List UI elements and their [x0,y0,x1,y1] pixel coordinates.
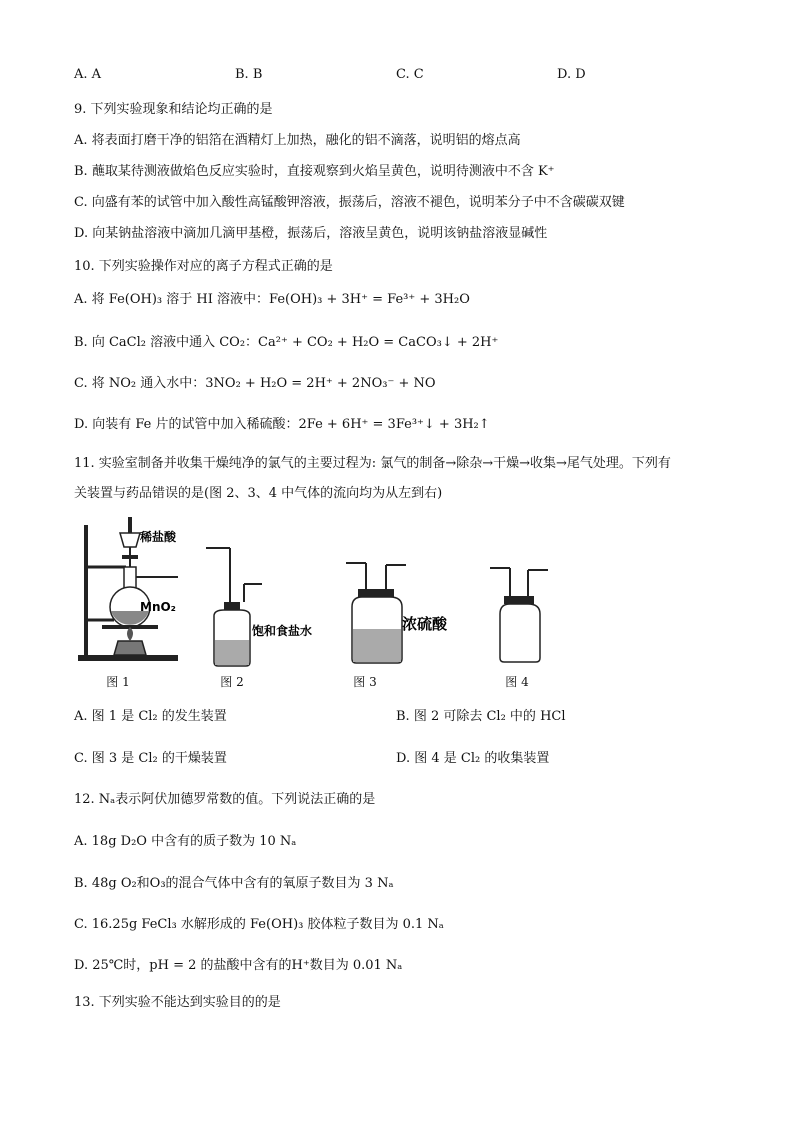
figure-2-brine-bottle [200,540,330,670]
q10-option-a-equation: Fe(OH)₃ + 3H⁺ = Fe³⁺ + 3H₂O [269,292,470,307]
q8-option-c: C. C [396,67,424,82]
q11-option-d: D. 图 4 是 Cl₂ 的收集装置 [396,751,550,766]
q8-option-d: D. D [557,67,586,82]
figure-1-mno2-label: MnO₂ [140,600,176,614]
q10-option-c [74,375,436,393]
figure-2-caption: 图 2 [220,675,244,689]
q10-option-a-text: A. 将 Fe(OH)₃ 溶于 HI 溶液中： [74,292,270,307]
q10-option-b-text: B. 向 CaCl₂ 溶液中通入 CO₂： [74,335,259,350]
q9-option-a: A. 将表面打磨干净的铝箔在酒精灯上加热，融化的铝不滴落，说明铝的熔点高 [74,133,521,148]
q13-stem: 13. 下列实验不能达到实验目的的是 [74,995,281,1010]
q10-option-a [74,291,470,309]
q12-option-c: C. 16.25g FeCl₃ 水解形成的 Fe(OH)₃ 胶体粒子数目为 0.1 Nₐ [74,917,444,932]
q12-option-a: A. 18g D₂O 中含有的质子数为 10 Nₐ [74,834,297,849]
q12-option-b: B. 48g O₂和O₃的混合气体中含有的氧原子数目为 3 Nₐ [74,876,394,891]
figure-4-collection-bottle [488,560,558,670]
figure-3-caption: 图 3 [353,675,377,689]
q11-option-b: B. 图 2 可除去 Cl₂ 中的 HCl [396,709,566,724]
q10-stem: 10. 下列实验操作对应的离子方程式正确的是 [74,259,333,274]
q9-option-b: B. 蘸取某待测液做焰色反应实验时，直接观察到火焰呈黄色，说明待测液中不含 K⁺ [74,164,555,179]
q11-option-a: A. 图 1 是 Cl₂ 的发生装置 [74,709,227,724]
q8-option-a: A. A [74,67,102,82]
q11-stem-line2: 关装置与药品错误的是(图 2、3、4 中气体的流向均为从左到右) [74,486,443,501]
q11-stem-line1: 11. 实验室制备并收集干燥纯净的氯气的主要过程为: 氯气的制备→除杂→干燥→收集→尾气处理。下列有 [74,456,671,471]
q10-option-c-text: C. 将 NO₂ 通入水中： [74,376,206,391]
q9-option-d: D. 向某钠盐溶液中滴加几滴甲基橙，振荡后，溶液呈黄色，说明该钠盐溶液显碱性 [74,226,548,241]
figure-1-caption: 图 1 [106,675,130,689]
q10-option-d [74,416,490,434]
q10-option-d-equation: 2Fe + 6H⁺ = 3Fe³⁺↓ + 3H₂↑ [298,417,490,432]
q9-option-c: C. 向盛有苯的试管中加入酸性高锰酸钾溶液，振荡后，溶液不褪色，说明苯分子中不含碳碳双键 [74,195,625,210]
q10-option-b [74,334,498,352]
figure-3-drying-bottle [340,555,470,670]
q12-stem: 12. Nₐ表示阿伏加德罗常数的值。下列说法正确的是 [74,792,376,807]
figure-1-generator [74,515,184,670]
q10-option-c-equation: 3NO₂ + H₂O = 2H⁺ + 2NO₃⁻ + NO [205,376,436,391]
q10-option-d-text: D. 向装有 Fe 片的试管中加入稀硫酸： [74,417,299,432]
q12-option-d: D. 25℃时，pH = 2 的盐酸中含有的H⁺数目为 0.01 Nₐ [74,958,403,973]
figure-3-acid-label: 浓硫酸 [402,615,448,633]
q9-stem: 9. 下列实验现象和结论均正确的是 [74,102,273,117]
figure-1-acid-label: 稀盐酸 [140,530,177,544]
figure-4-caption: 图 4 [505,675,529,689]
q10-option-b-equation: Ca²⁺ + CO₂ + H₂O = CaCO₃↓ + 2H⁺ [258,335,499,350]
q8-option-b: B. B [235,67,263,82]
q11-option-c: C. 图 3 是 Cl₂ 的干燥装置 [74,751,227,766]
figure-2-brine-label: 饱和食盐水 [252,624,313,638]
